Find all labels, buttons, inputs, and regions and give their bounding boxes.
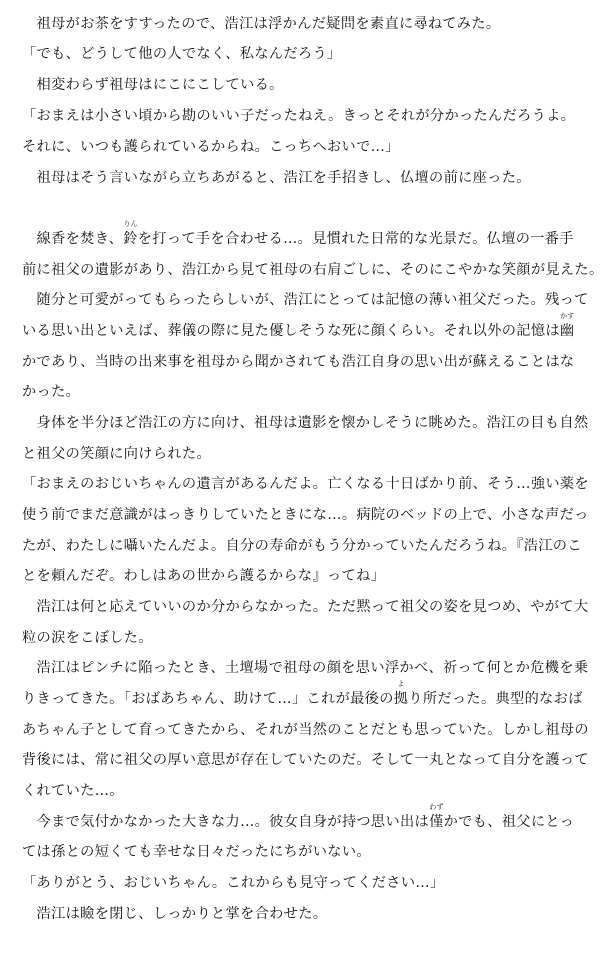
text-line: 祖母がお茶をすすったので、浩江は浮かんだ疑問を素直に尋ねてみた。 [22,16,501,32]
text-line: 「ありがとう、おじいちゃん。これからも見守ってください…」 [22,875,445,891]
text-line: 浩江は何と応えていいのか分からなかった。ただ黙って祖父の姿を見つめ、やがて大 [22,599,589,615]
ruby-word [123,220,138,249]
text-line: それに、いつも護られているからね。こっちへおいで…」 [22,139,400,155]
text-segment: かでも、祖父にとっ [443,814,575,830]
ruby-reading: りん [123,220,138,228]
text-line: 相変わらず祖母はにこにこしている。 [22,77,284,93]
ruby-word [429,803,444,832]
text-segment: いる思い出といえば、葬儀の際に見た優しそうな死に顔くらい。それ以外の記憶は [22,323,560,339]
ruby-base: 拠 [393,691,409,707]
ruby-word [393,680,409,709]
text-segment: りきってきた。「おばあちゃん、助けて…」これが最後の [22,691,394,707]
text-line: 浩江は瞼を閉じ、しっかりと掌を合わせた。 [22,906,328,922]
text-line: 「おまえは小さい頃から勘のいい子だったねえ。きっとそれが分かったんだろうよ。 [22,108,576,124]
text-line: 使う前でまだ意識がはっきりしていたときにな…。病院のベッドの上で、小さな声だっ [22,507,589,523]
text-line: 「でも、どうして他の人でなく、私なんだろう」 [22,46,342,62]
text-line: 背後には、常に祖父の厚い意思が存在していたのだ。そして一丸となって自分を護って [22,752,589,768]
text-line: たが、わたしに囁いたんだよ。自分の寿命がもう分かっていたんだろうね。『浩江のこ [22,538,582,554]
text-line [22,680,590,709]
ruby-base: 幽 [559,323,575,339]
text-line: 身体を半分ほど浩江の方に向け、祖母は遺影を懐かしそうに眺めた。浩江の目も自然 [22,415,589,431]
text-line: とを頼んだぞ。わしはあの世から護るからな』ってね」 [22,568,386,584]
text-line: 粒の涙をこぼした。 [22,630,153,646]
text-line: かった。 [22,384,81,400]
text-line: ては孫との短くても幸せな日々だったにちがいない。 [22,844,371,860]
text-line: 随分と可愛がってもらったらしいが、浩江にとっては記憶の薄い祖父だった。残って [22,292,589,308]
text-line [22,220,590,249]
ruby-reading: よ [397,680,405,688]
text-segment: 今まで気付かなかった大きな力…。彼女自身が持つ思い出は [22,814,430,830]
ruby-reading: わず [429,803,444,811]
text-segment: を打って手を合わせる…。見慣れた日常的な光景だ。仏壇の一番手 [137,231,574,247]
text-line: 「おまえのおじいちゃんの遺言があるんだよ。亡くなる十日ばかり前、そう…強い薬を [22,476,589,492]
text-line: かであり、当時の出来事を祖母から聞かされても浩江自身の思い出が蘇えることはな [22,354,575,370]
text-line [22,312,590,341]
ruby-word [559,312,575,341]
text-line: 前に祖父の遺影があり、浩江から見て祖母の右肩ごしに、そのにこやかな笑顔が見えた。 [22,262,604,278]
ruby-base: 鈴 [123,231,138,247]
text-segment: り所だった。典型的なおば [408,691,583,707]
text-line: と祖父の笑顔に向けられた。 [22,446,211,462]
text-segment: 線香を焚き、 [22,231,124,247]
text-line: 浩江はピンチに陥ったとき、土壇場で祖母の顔を思い浮かべ、祈って何とか危機を乗 [22,660,589,676]
text-line [22,803,590,832]
ruby-reading: かす [560,312,575,320]
ruby-base: 僅 [429,814,444,830]
text-line: あちゃん子として育ってきたから、それが当然のことだとも思っていた。しかし祖母の [22,722,589,738]
text-line: 祖母はそう言いながら立ちあがると、浩江を手招きし、仏壇の前に座った。 [22,170,531,186]
text-line: くれていた…。 [22,783,124,799]
